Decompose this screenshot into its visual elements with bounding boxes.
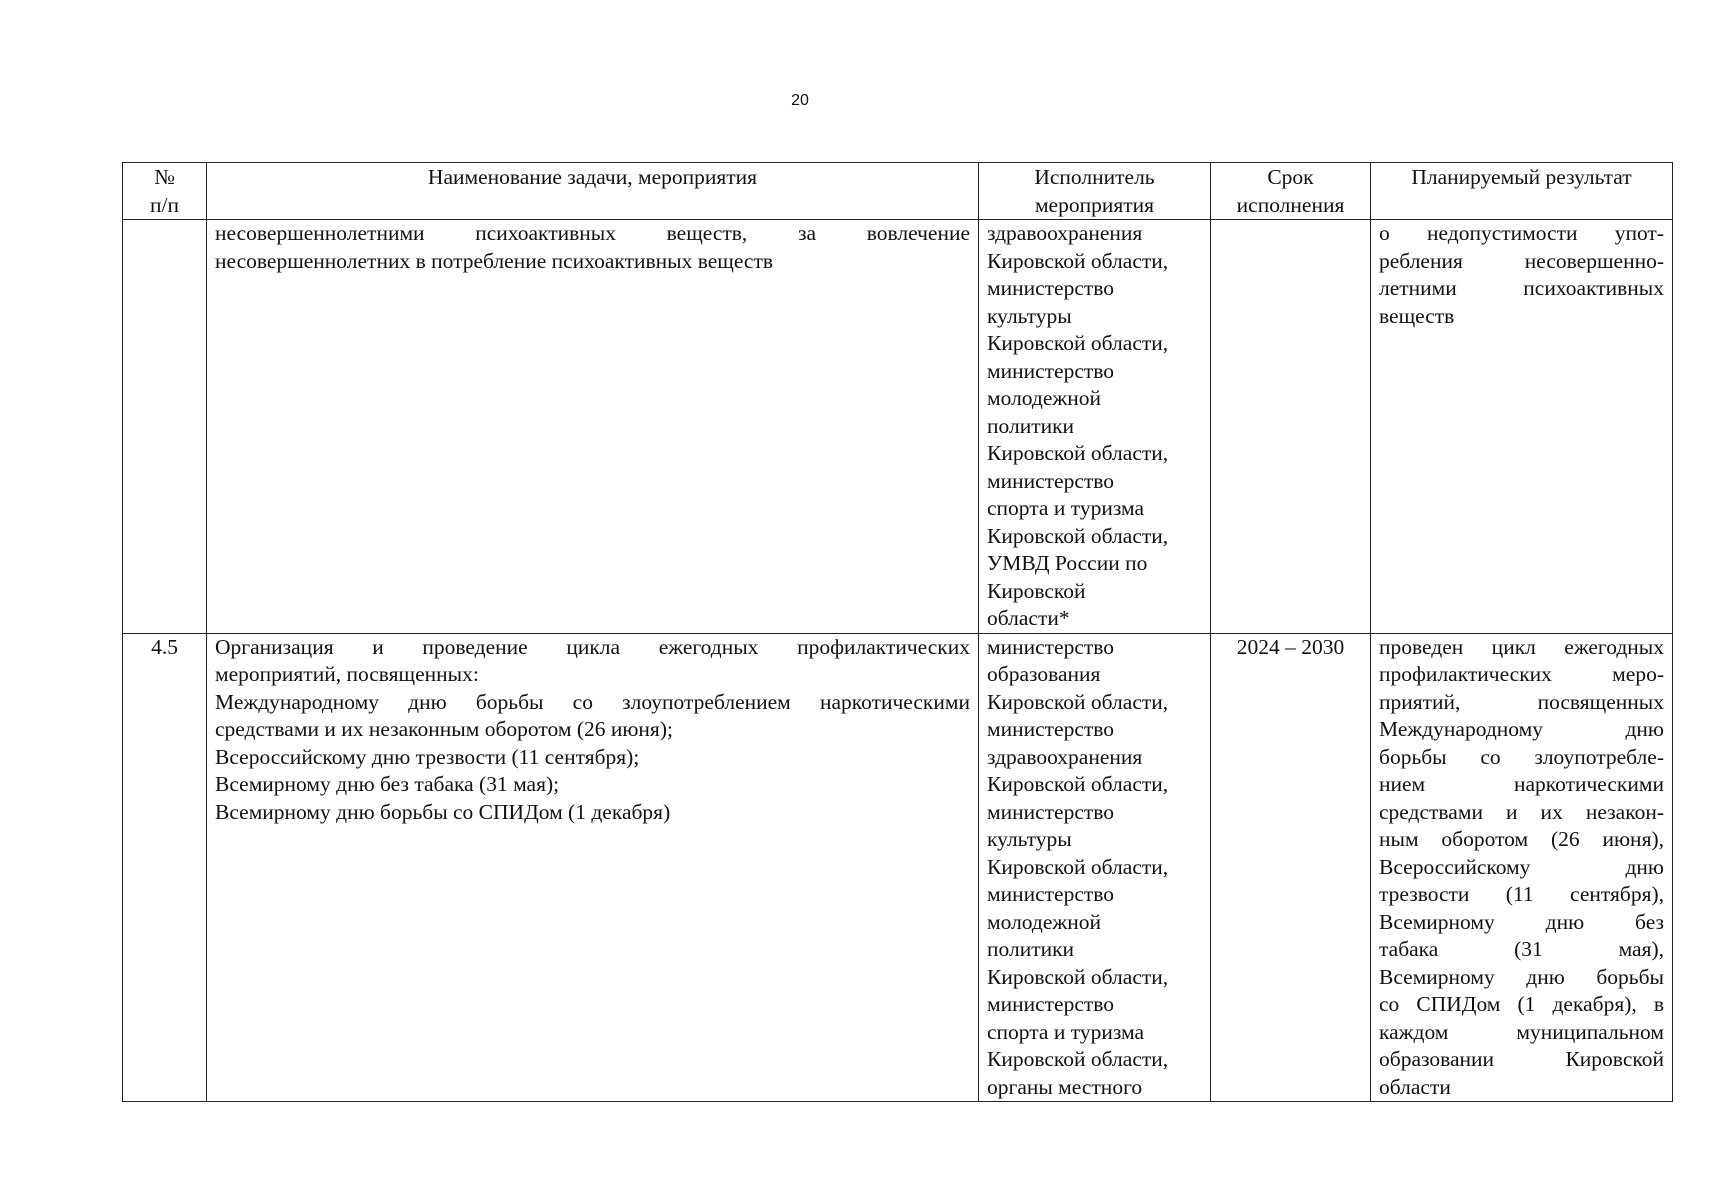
task-line: Организация и проведение цикла ежегодных профилактических (215, 634, 970, 659)
executor-line: здравоохранения (987, 744, 1143, 769)
task-line: несовершеннолетними психоактивных веществ, за вовлечение (215, 221, 970, 245)
executor-line: Кировской области, (987, 523, 1169, 548)
row-task-name (207, 633, 979, 1102)
row-term (1211, 220, 1371, 634)
executor-line: политики (987, 937, 1075, 961)
table-row (123, 633, 1673, 1102)
result-line: проведен цикл ежегодных (1379, 634, 1664, 659)
result-line: области (1379, 1074, 1451, 1099)
row-result (1371, 633, 1673, 1102)
executor-line: министерство (987, 468, 1115, 493)
result-line: Всемирному дню без (1379, 909, 1664, 934)
table-header-row (123, 163, 1673, 220)
row-task-name (207, 220, 979, 634)
row-executor (979, 220, 1211, 634)
result-line: нием наркотическими (1379, 772, 1664, 796)
executor-line: Кировской области, (987, 248, 1169, 273)
executor-line: Кировской области, (987, 689, 1169, 714)
executor-line: Кировской области, (987, 441, 1169, 465)
executor-line: министерство (987, 882, 1115, 906)
executor-line: министерство (987, 634, 1115, 659)
header-number: № п/п (123, 163, 207, 220)
result-line: образовании Кировской (1379, 1047, 1664, 1071)
row-number (123, 220, 207, 634)
result-line: Всемирному дню борьбы (1379, 964, 1664, 989)
executor-line: Кировской области, (987, 854, 1169, 879)
header-term: Срок исполнения (1211, 163, 1371, 220)
row-term: 2024 – 2030 (1211, 633, 1371, 1102)
executor-line: спорта и туризма (987, 496, 1145, 520)
task-line: мероприятий, посвященных: (215, 662, 479, 686)
executor-line: министерство (987, 992, 1115, 1016)
result-line: средствами и их незакон- (1379, 799, 1664, 824)
result-line: о недопустимости упот- (1379, 221, 1664, 245)
row-result (1371, 220, 1673, 634)
executor-line: Кировской (987, 578, 1086, 603)
task-line: несовершеннолетних в потребление психоактивных веществ (215, 248, 773, 273)
executor-line: молодежной (987, 386, 1102, 410)
executor-line: политики (987, 413, 1075, 438)
executor-line: спорта и туризма (987, 1019, 1145, 1044)
executor-line: культуры (987, 303, 1072, 328)
measures-table (122, 162, 1673, 1102)
row-number: 4.5 (123, 633, 207, 1102)
executor-line: органы местного (987, 1074, 1143, 1099)
executor-line: культуры (987, 827, 1072, 851)
executor-line: министерство (987, 358, 1115, 383)
executor-line: молодежной (987, 909, 1102, 934)
executor-line: Кировской области, (987, 964, 1169, 989)
task-line: Международному дню борьбы со злоупотреблением наркотическими (215, 689, 970, 714)
executor-line: Кировской области, (987, 1047, 1169, 1071)
executor-line: министерство (987, 717, 1115, 741)
executor-line: Кировской области, (987, 331, 1169, 355)
result-line: ребления несовершенно- (1379, 248, 1664, 273)
result-line: летними психоактивных (1379, 276, 1664, 300)
result-line: Международному дню (1379, 717, 1664, 741)
row-executor (979, 633, 1211, 1102)
task-line: средствами и их незаконным оборотом (26 июня); (215, 717, 673, 741)
result-line: Всероссийскому дню (1379, 854, 1664, 879)
result-line: табака (31 мая), (1379, 937, 1664, 961)
executor-line: области* (987, 606, 1070, 630)
header-task-name: Наименование задачи, мероприятия (207, 163, 979, 220)
executor-line: УМВД России по (987, 551, 1148, 575)
executor-line: Кировской области, (987, 772, 1169, 796)
page-number: 20 (791, 92, 809, 109)
executor-line: министерство (987, 276, 1115, 300)
executor-line: образования (987, 662, 1101, 686)
task-line: Всемирному дню без табака (31 мая); (215, 772, 560, 796)
result-line: профилактических меро- (1379, 662, 1664, 686)
result-line: трезвости (11 сентября), (1379, 882, 1664, 906)
result-line: со СПИДом (1 декабря), в (1379, 992, 1664, 1016)
result-line: приятий, посвященных (1379, 689, 1664, 714)
result-line: каждом муниципальном (1379, 1019, 1664, 1044)
result-line: веществ (1379, 303, 1455, 328)
header-result: Планируемый результат (1371, 163, 1673, 220)
result-line: ным оборотом (26 июня), (1379, 827, 1664, 851)
executor-line: здравоохранения (987, 221, 1143, 245)
header-executor: Исполнитель мероприятия (979, 163, 1211, 220)
task-line: Всемирному дню борьбы со СПИДом (1 декабря) (215, 799, 671, 824)
task-line: Всероссийскому дню трезвости (11 сентября); (215, 744, 640, 769)
table-row (123, 220, 1673, 634)
executor-line: министерство (987, 799, 1115, 824)
result-line: борьбы со злоупотребле- (1379, 744, 1664, 769)
